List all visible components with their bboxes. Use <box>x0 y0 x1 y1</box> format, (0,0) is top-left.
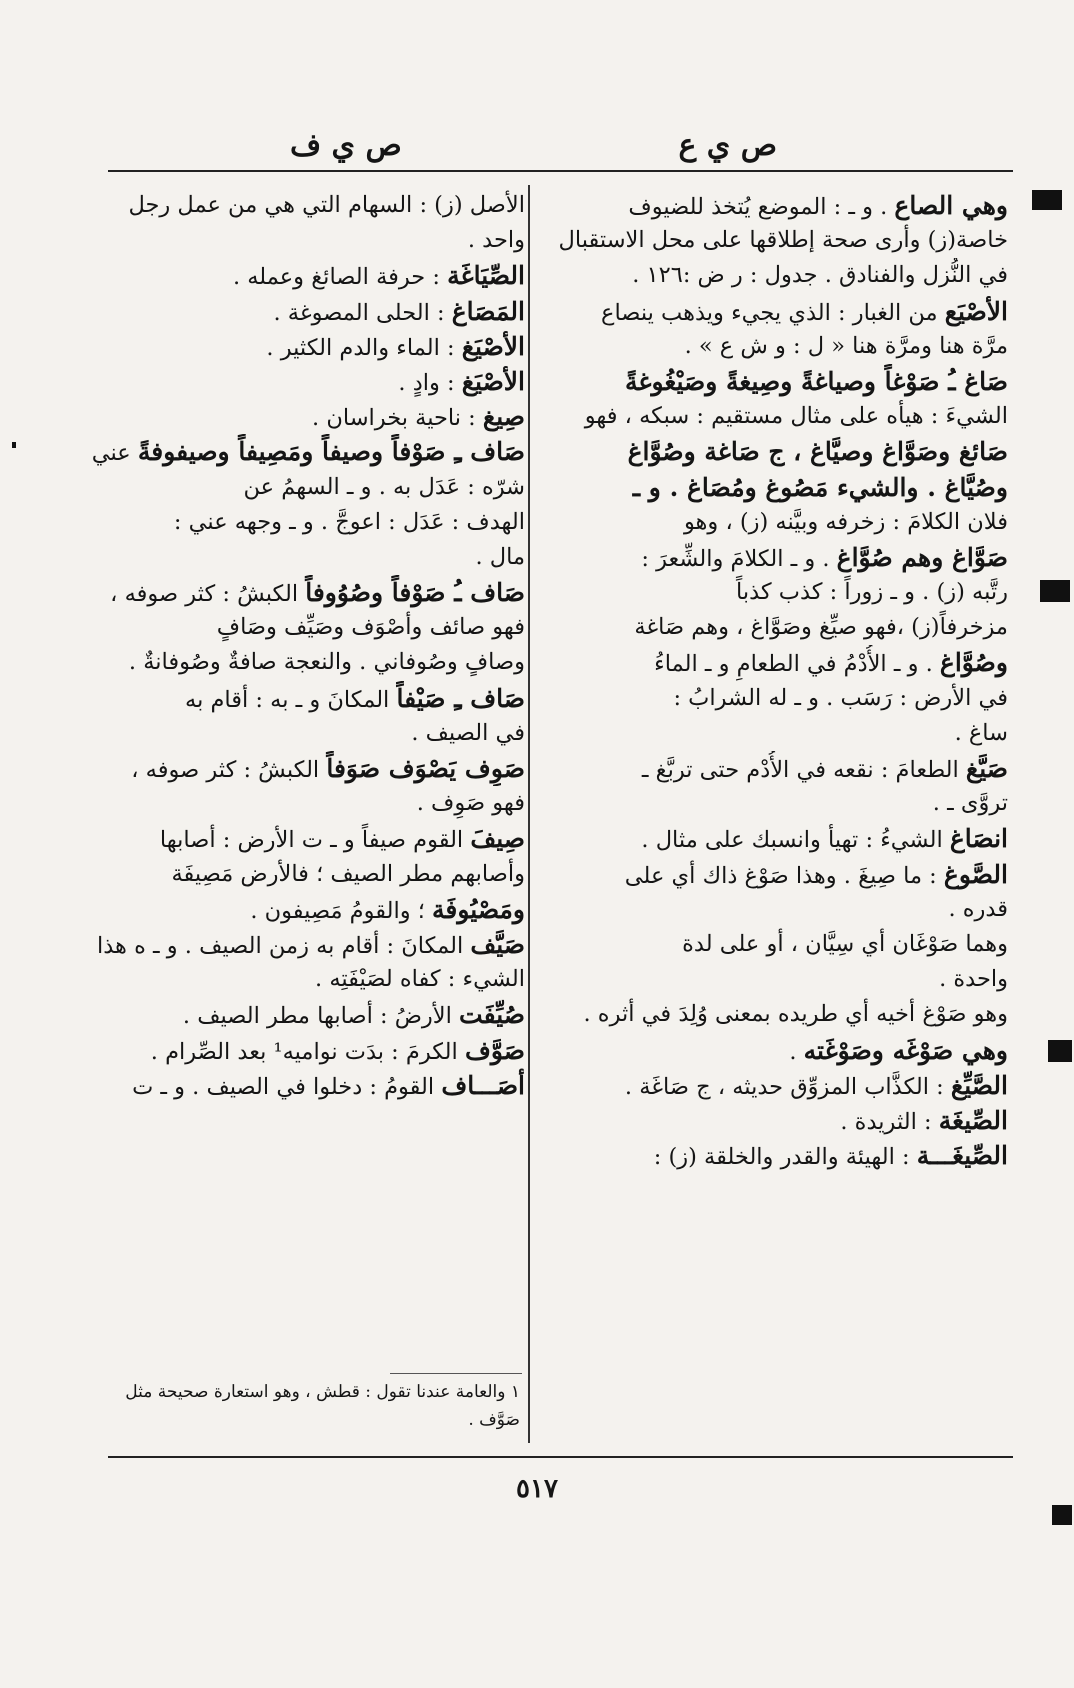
definition-text: الأرضُ : أصابها مطر الصيف . <box>182 1003 460 1030</box>
left-root-heading: ص ي ف <box>290 128 402 163</box>
headword: وصُيَّاغ . والشيء مَصُوغ ومُصَاغ . و ـ <box>632 472 1008 502</box>
entry-line <box>75 1033 525 1068</box>
headword: الأصْيَغ <box>461 366 525 396</box>
definition-text: الطعامَ : نقعه في الأُدْم حتى تربَّغ ـ <box>641 757 966 783</box>
entry-line <box>538 927 1008 962</box>
page-header <box>112 128 1012 168</box>
entry-line <box>75 751 525 786</box>
headword: صِيغ <box>482 402 525 432</box>
entry-line <box>75 962 525 997</box>
definition-text: مرَّة هنا ومرَّة هنا « ل : و ش ع » . <box>684 332 1008 359</box>
definition-text: رتَّبه (ز) . و ـ زوراً : كذب كذباً <box>736 579 1008 606</box>
definition-text: في الأرض : رَسَب . و ـ له الشرابُ : <box>673 684 1008 711</box>
entry-line <box>538 434 1008 469</box>
headword: وصُوَّاغ <box>939 648 1008 678</box>
scan-mark <box>1040 580 1070 602</box>
definition-text: وهما صَوْغَان أي سِيَّان ، أو على لدة <box>682 930 1008 957</box>
entry-line <box>538 505 1008 540</box>
entry-line <box>75 857 525 892</box>
entry-line <box>538 540 1008 575</box>
entry-line <box>75 540 525 575</box>
definition-text: فهو صَوِف . <box>416 790 525 817</box>
entry-line <box>75 610 525 645</box>
headword: صَاف ـُ صَوْفاً وصُوُوفاً <box>305 578 525 608</box>
definition-text: الأصل (ز) : السهام التي هي من عمل رجل <box>128 192 525 218</box>
entry-line <box>75 505 525 540</box>
headword: ومَصْيُوفَة <box>432 894 525 924</box>
entry-line <box>538 470 1008 505</box>
headword: صَوَّاغ وهم صُوَّاغ <box>836 542 1008 572</box>
right-column <box>538 188 1008 1173</box>
headword: الأصْيَع <box>944 296 1008 326</box>
definition-text: فهو صائف وأصْوَف وصَيِّف وصَافٍ <box>216 614 525 641</box>
entry-line <box>538 188 1008 223</box>
definition-text: فلان الكلامَ : زخرفه وبيَّنه (ز) ، وهو <box>683 508 1008 535</box>
entry-line <box>538 399 1008 434</box>
definition-text: وهو صَوْغ أخيه أي طريده بمعنى وُلِدَ في أثره . <box>583 1001 1008 1028</box>
definition-text: ؛ والقومُ مَصِيفون . <box>250 897 433 924</box>
entry-line <box>538 1103 1008 1138</box>
headword: صِيفَ <box>470 824 525 854</box>
headword: صَوِف يَصْوَف صَوَفاً <box>326 754 525 783</box>
definition-text: وصافٍ وصُوفاني . والنعجة صافةٌ وصُوفانةٌ . <box>128 649 525 676</box>
entry-line <box>75 258 525 293</box>
definition-text: . و ـ الأُدْمُ في الطعامِ و ـ الماءُ <box>654 651 940 678</box>
definition-text: قدره . <box>948 895 1008 922</box>
definition-text: خاصة(ز) وأرى صحة إطلاقها على محل الاستقبال <box>558 227 1008 254</box>
entry-line <box>538 329 1008 364</box>
definition-text: مال . <box>475 543 525 570</box>
entry-line <box>538 892 1008 927</box>
headword: صَيَّغ <box>965 754 1008 783</box>
entry-line <box>75 645 525 680</box>
footnote-line: صَوَّف . <box>468 1410 520 1430</box>
scan-mark <box>12 442 16 448</box>
entry-line <box>75 223 525 258</box>
entry-line <box>538 857 1008 892</box>
headword: الصِّيَاغَة <box>447 261 525 291</box>
headword: انصَاغ <box>949 824 1008 854</box>
headword: صَيَّف <box>470 929 525 959</box>
entry-line <box>538 1033 1008 1068</box>
entry-line <box>75 329 525 364</box>
definition-text: القوم صيفاً و ـ ت الأرض : أصابها <box>159 827 471 854</box>
definition-text: الهدف : عَدَل : اعوجَّ . و ـ وجهه عني : <box>173 508 525 535</box>
definition-text: الشيء : كفاه لصَيْفَتِه . <box>315 966 525 993</box>
top-rule <box>108 170 1013 172</box>
headword: الصِّيغَة <box>938 1105 1008 1135</box>
entry-line <box>75 997 525 1032</box>
definition-text: الشيءُ : تهيأ وانسبك على مثال . <box>641 827 950 854</box>
definition-text: ساغ . <box>954 719 1008 746</box>
headword: أصَـــاف <box>441 1070 525 1100</box>
definition-text: : الهيئة والقدر والخلقة (ز) : <box>653 1144 917 1171</box>
definition-text: في النُّزل والفنادق . جدول : ر ض :١٢٦ . <box>632 262 1008 289</box>
definition-text: تروَّى ـ . <box>932 790 1008 817</box>
entry-line <box>75 294 525 329</box>
entry-line <box>538 821 1008 856</box>
scan-mark <box>1048 1040 1072 1062</box>
headword: الأصْيَغ <box>461 331 525 361</box>
definition-text: الشيءَ : هيأه على مثال مستقيم : سبكه ، فهو <box>584 403 1008 430</box>
entry-line <box>538 997 1008 1032</box>
definition-text: الكبشُ : كثر صوفه ، <box>131 757 327 783</box>
entry-line <box>75 1068 525 1103</box>
definition-text: في الصيف . <box>411 719 525 746</box>
definition-text: وأصابهم مطر الصيف ؛ فالأرض مَصِيفَة <box>171 860 525 887</box>
definition-text: . و ـ الكلامَ والشِّعرَ : <box>641 545 837 572</box>
entry-line <box>538 962 1008 997</box>
footnote <box>100 1378 520 1434</box>
headword: الصِّيغَـــة <box>916 1141 1008 1171</box>
headword: صَاغ ـُ صَوْغاً وصياغةً وصِيغةً وصَيْغُوغةً <box>625 366 1008 396</box>
definition-text: . و ـ : الموضع يُتخذ للضيوف <box>628 194 895 220</box>
right-root-heading: ص ي ع <box>678 128 777 163</box>
headword: صَاف ـِ صَوْفاً وصيفاً ومَصِيفاً وصيفوفةً <box>137 437 525 467</box>
entry-line <box>538 575 1008 610</box>
entry-line <box>538 1138 1008 1173</box>
entry-line <box>538 645 1008 680</box>
entry-line <box>538 751 1008 786</box>
definition-text: عني <box>91 440 138 467</box>
entry-line <box>75 364 525 399</box>
definition-text: من الغبار : الذي يجيء ويذهب ينصاع <box>601 299 945 326</box>
definition-text: الكرمَ : بدَت نواميه¹ بعد الصِّرام . <box>150 1038 465 1065</box>
entry-line <box>75 716 525 751</box>
headword: صَوَّف <box>464 1035 525 1065</box>
scan-mark <box>1052 1505 1072 1525</box>
entry-line <box>75 927 525 962</box>
entry-line <box>75 434 525 469</box>
definition-text: القومُ : دخلوا في الصيف . و ـ ت <box>132 1073 442 1100</box>
definition-text: : وادٍ . <box>398 369 462 396</box>
headword: المَصَاغ <box>451 296 525 326</box>
column-divider <box>528 185 530 1443</box>
definition-text: مزخرفاً(ز) ،فهو صيِّغ وصَوَّاغ ، وهم صَاغة <box>634 614 1008 641</box>
definition-text: المكانَ : أقام به زمن الصيف . و ـ ه هذا <box>96 932 471 959</box>
entry-line <box>75 821 525 856</box>
entry-line <box>75 892 525 927</box>
headword: وهي الصاع <box>894 191 1008 220</box>
definition-text: : الماء والدم الكثير . <box>266 334 462 361</box>
entry-line <box>75 681 525 716</box>
entry-line <box>75 188 525 223</box>
footnote-rule <box>390 1373 522 1374</box>
definition-text: : الثريدة . <box>840 1108 939 1135</box>
entry-line <box>538 258 1008 293</box>
entry-line <box>538 681 1008 716</box>
definition-text: : ما صِيغَ . وهذا صَوْغ ذاك أي على <box>624 862 944 889</box>
page-number: ٥١٧ <box>516 1474 558 1504</box>
entry-line <box>75 470 525 505</box>
definition-text: . <box>789 1038 804 1065</box>
headword: صُيِّفَت <box>459 1000 525 1030</box>
entry-line <box>538 223 1008 258</box>
headword: صَائغ وصَوَّاغ وصيَّاغ ، ج صَاغة وصُوَّاغ <box>627 437 1008 467</box>
entry-line <box>538 716 1008 751</box>
entry-line <box>538 786 1008 821</box>
definition-text: : حرفة الصائغ وعمله . <box>232 264 448 291</box>
entry-line <box>538 610 1008 645</box>
scan-mark <box>1032 190 1062 210</box>
headword: الصَّوغ <box>943 859 1008 889</box>
entry-line <box>75 786 525 821</box>
definition-text: : ناحية بخراسان . <box>312 405 483 432</box>
entry-line <box>538 1068 1008 1103</box>
headword: صَاف ـِ صَيْفاً <box>396 683 525 713</box>
footnote-line: ١ والعامة عندنا تقول : قطش ، وهو استعارة صحيحة مثل <box>125 1382 520 1402</box>
entry-line <box>75 575 525 610</box>
definition-text: الكبشُ : كثر صوفه ، <box>110 581 306 608</box>
left-column <box>75 188 525 1103</box>
definition-text: شرّه : عَدَل به . و ـ السهمُ عن <box>243 473 525 500</box>
entry-line <box>538 364 1008 399</box>
headword: الصَّيِّغ <box>950 1070 1008 1100</box>
definition-text: واحد . <box>467 227 525 254</box>
definition-text: : الكذَّاب المزوِّق حديثه ، ج صَاغَة . <box>624 1073 951 1100</box>
definition-text: واحدة . <box>939 966 1008 993</box>
bottom-rule <box>108 1456 1013 1458</box>
entry-line <box>75 399 525 434</box>
entry-line <box>538 294 1008 329</box>
definition-text: : الحلى المصوغة . <box>273 299 452 326</box>
definition-text: المكانَ و ـ به : أقام به <box>185 686 397 713</box>
headword: وهي صَوْغَه وصَوْغَته <box>803 1035 1008 1065</box>
